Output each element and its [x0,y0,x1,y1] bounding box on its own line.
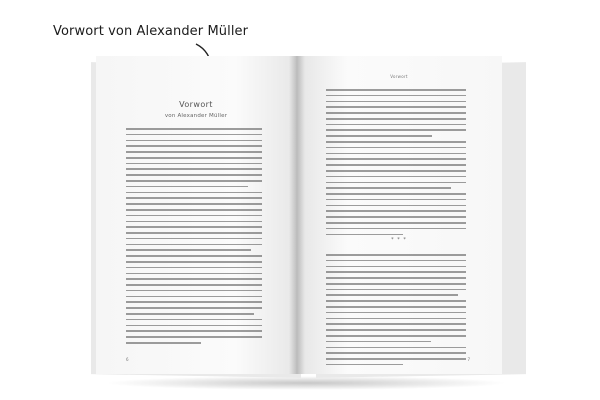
text-line [126,192,262,194]
text-line [326,199,466,201]
text-line [126,140,262,142]
text-line [326,335,466,337]
text-line [326,182,466,184]
text-line [326,283,466,285]
text-line [126,267,262,269]
text-line [326,329,466,331]
text-line [326,364,403,366]
text-line [326,205,466,207]
text-line [326,118,466,120]
text-line [326,135,432,137]
text-line [326,124,466,126]
text-line [126,301,262,303]
text-line [326,234,403,236]
text-line [326,358,466,360]
text-line [126,238,262,240]
text-line [126,209,262,211]
right-body-text-top [326,89,466,239]
text-line [326,210,466,212]
text-line [326,306,466,308]
text-line [326,254,466,256]
text-line [126,342,201,344]
text-line [326,170,466,172]
text-line [326,277,466,279]
left-page [96,56,296,374]
text-line [326,164,466,166]
book-shadow [104,376,508,390]
right-body-text-bottom [326,254,466,370]
text-line [326,216,466,218]
text-line [126,221,262,223]
text-line [126,273,262,275]
text-line [126,197,262,199]
text-line [126,145,262,147]
text-line [326,300,466,302]
chapter-heading: Vorwort [179,100,213,109]
book-gutter [289,56,305,374]
text-line [326,176,466,178]
text-line [126,278,262,280]
text-line [326,352,466,354]
right-page-number: 7 [467,357,470,362]
text-line [126,215,262,217]
text-line [126,296,262,298]
left-page-number: 6 [126,357,129,362]
text-line [326,323,466,325]
text-line [326,318,466,320]
text-line [326,129,466,131]
text-line [326,289,466,291]
text-line [126,255,262,257]
text-line [126,157,262,159]
text-line [126,336,262,338]
text-line [126,244,262,246]
text-line [126,330,262,332]
text-line [326,106,466,108]
right-page [296,56,502,374]
text-line [326,187,451,189]
text-line [126,134,262,136]
text-line [326,228,466,230]
text-line [326,95,466,97]
text-line [126,168,262,170]
text-line [126,128,262,130]
text-line [326,222,466,224]
text-line [126,319,262,321]
text-line [126,325,262,327]
text-line [326,294,458,296]
open-book [96,56,516,382]
chapter-subheading: von Alexander Müller [164,113,228,119]
text-line [326,312,466,314]
text-line [326,271,466,273]
text-line [326,260,466,262]
text-line [326,141,466,143]
text-line [326,193,466,195]
section-break: * * * [391,237,407,243]
text-line [126,180,262,182]
text-line [126,226,262,228]
text-line [126,163,262,165]
text-line [126,174,262,176]
text-line [126,290,262,292]
text-line [326,101,466,103]
text-line [126,261,262,263]
text-line [326,89,466,91]
annotation-label: Vorwort von Alexander Müller [53,24,249,39]
text-line [126,203,262,205]
text-line [326,347,466,349]
text-line [126,151,262,153]
left-body-text [126,128,262,348]
text-line [126,249,251,251]
text-line [126,186,248,188]
text-line [126,284,262,286]
text-line [326,112,466,114]
text-line [126,313,254,315]
text-line [326,158,466,160]
running-header: Vorwort [390,74,408,79]
text-line [326,341,431,343]
text-line [126,307,262,309]
text-line [326,153,466,155]
text-line [326,147,466,149]
text-line [126,232,262,234]
text-line [326,266,466,268]
